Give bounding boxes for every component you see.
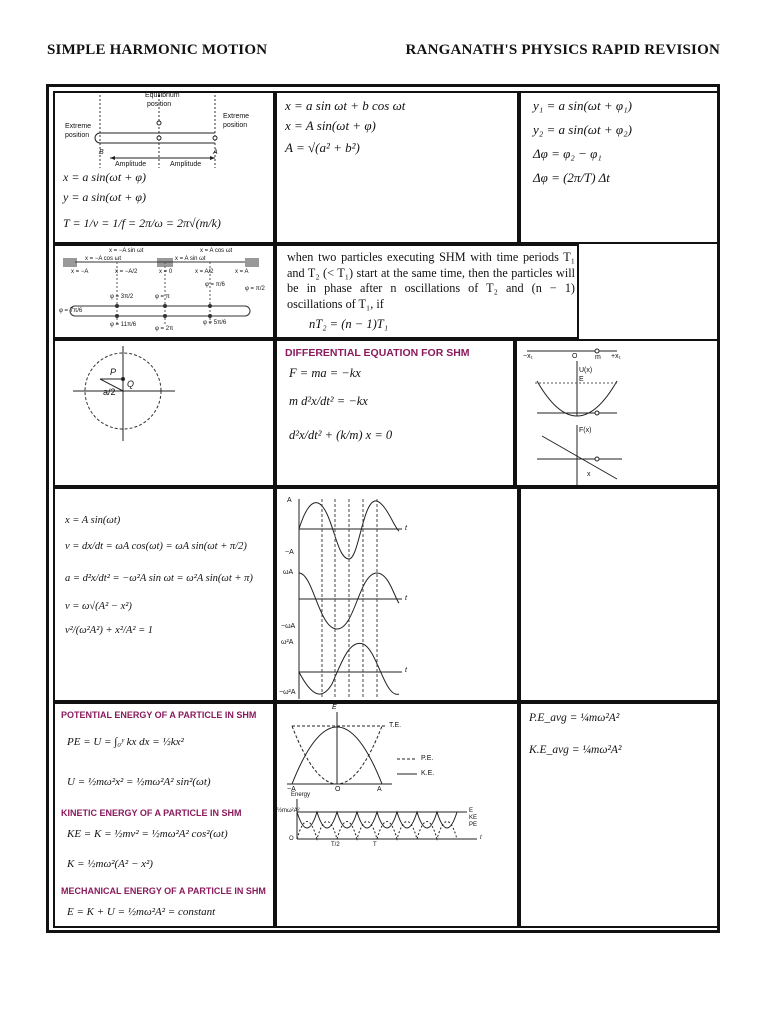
eq-displacement: x = A sin(ωt) (65, 515, 121, 526)
eq-acceleration: a = d²x/dt² = −ω²A sin ωt = ω²A sin(ωt + π) (65, 573, 253, 584)
eq-x-asin: x = a sin(ωt + φ) (63, 170, 146, 184)
energy-ke-legend: K.E. (421, 770, 435, 777)
cell-oscillation-diagram (53, 91, 275, 244)
phase-mid-left-label: x = −A cos ωt (85, 256, 122, 262)
cell-energy-graphs (275, 702, 519, 928)
eq-force: F = ma = −kx (289, 366, 361, 380)
energy-o-label: O (335, 786, 341, 793)
eq-mechanical-energy: E = K + U = ½mω²A² = constant (67, 906, 216, 918)
header-title-left: SIMPLE HARMONIC MOTION (47, 42, 268, 58)
eq-velocity-x: v = ω√(A² − x²) (65, 601, 132, 612)
cell-in-phase-condition (275, 244, 579, 339)
heading-mechanical-energy: MECHANICAL ENERGY OF A PARTICLE IN SHM (61, 886, 266, 896)
cell-average-energy (519, 702, 719, 928)
eq-y1: y₁ = a sin(ωt + φ₁) (533, 98, 632, 113)
heading-kinetic-energy: KINETIC ENERGY OF A PARTICLE IN SHM (61, 808, 242, 818)
wave-negwA-label: −ωA (281, 623, 296, 630)
graph-fx-label: F(x) (579, 427, 592, 434)
phase-top-left-label: x = −A sin ωt (109, 248, 144, 254)
eq-y-asin: y = a sin(ωt + φ) (63, 190, 146, 204)
cell-waveforms (275, 487, 519, 702)
wave-t1-label: t (405, 525, 407, 532)
energy2-t-label: T (373, 842, 377, 848)
phase-label-3: φ = 2π (155, 326, 174, 332)
graph-pos-x1: +x₁ (611, 353, 621, 360)
eq-newton-second: m d²x/dt² = −kx (289, 394, 368, 408)
cell-reference-circle (53, 339, 275, 487)
cell-superposition (275, 91, 519, 244)
eq-in-phase: nT₂ = (n − 1)T₁ (309, 317, 389, 331)
waveform-figure (277, 489, 519, 702)
energy2-ymax-label: ½mω²A² (277, 808, 300, 814)
wave-A-label: A (287, 497, 292, 504)
in-phase-paragraph: when two particles executing SHM with time periods T₁ and T₂ (< T₁) start at the same time, then the particles will be in phase after n oscillations of T₂ and (n − 1) oscillations of T₁, if (287, 250, 575, 311)
eq-ke-average: K.E_avg = ¼mω²A² (529, 744, 622, 756)
eq-delta-phi: Δφ = φ₂ − φ₁ (533, 146, 602, 161)
energy-figure (277, 704, 519, 928)
cell-potential-force-graph (515, 339, 719, 487)
fig-amplitude-left: Amplitude (115, 161, 147, 168)
eq-velocity: v = dx/dt = ωA cos(ωt) = ωA sin(ωt + π/2) (65, 541, 247, 552)
eq-ellipse: v²/(ω²A²) + x²/A² = 1 (65, 625, 154, 636)
energy-pe-legend: P.E. (421, 755, 434, 762)
reference-circle-figure (55, 341, 275, 487)
potential-force-figure (517, 341, 719, 487)
wave-negw2A-label: −ω²A (279, 689, 296, 696)
phase-mid-right-label: x = A sin ωt (175, 256, 206, 262)
eq-pe-average: P.E_avg = ¼mω²A² (529, 712, 620, 724)
cell-empty-row4 (519, 487, 719, 702)
graph-o-label: O (572, 353, 578, 360)
cell-phase-diagram (53, 244, 275, 339)
energy2-time-label: t (480, 835, 482, 841)
graph-ux-label: U(x) (579, 367, 593, 374)
energy2-ke-label: KE (469, 815, 478, 821)
energy-e-label: E (332, 704, 337, 711)
fig-extreme-left: Extreme (65, 123, 92, 130)
graph-m-label: m (595, 354, 601, 361)
phase-x-0: x = 0 (159, 269, 173, 275)
wave-negA-label: −A (285, 549, 294, 556)
content-frame (46, 84, 720, 933)
fig-position-right: position (223, 122, 248, 129)
circle-a2-label: a/2 (103, 387, 116, 397)
energy2-axis-label: Energy (291, 792, 311, 798)
cell-energy-formulas (53, 702, 275, 928)
energy2-pe-label: PE (469, 822, 478, 828)
phase-label-1: φ = 3π/2 (110, 294, 134, 300)
fig-position-label: position (147, 101, 172, 108)
graph-neg-x1: −x₁ (523, 353, 533, 360)
eq-pe-time: U = ½mω²x² = ½mω²A² sin²(ωt) (67, 776, 211, 788)
fig-b-label: B (99, 149, 104, 156)
energy-A-label: A (377, 786, 382, 793)
eq-amplitude: A = √(a² + b²) (285, 140, 360, 155)
heading-differential-equation: DIFFERENTIAL EQUATION FOR SHM (285, 347, 470, 359)
phase-x-plus-A: x = A (235, 269, 249, 275)
eq-ke-x: K = ½mω²(A² − x²) (67, 858, 153, 870)
eq-y2: y₂ = a sin(ωt + φ₂) (533, 122, 632, 137)
wave-wA-label: ωA (283, 569, 294, 576)
fig-position-left: position (65, 132, 90, 139)
eq-pe-integral: PE = U = ∫₀ʸ kx dx = ½kx² (67, 736, 184, 748)
eq-ke-time: KE = K = ½mv² = ½mω²A² cos²(ωt) (67, 828, 228, 840)
phase-label-4: φ = π (155, 294, 170, 300)
energy-te-label: T.E. (389, 722, 402, 729)
phase-label-0: φ = 7π/6 (59, 308, 83, 314)
eq-x-asin-bcos: x = a sin ωt + b cos ωt (285, 98, 406, 113)
heading-potential-energy: POTENTIAL ENERGY OF A PARTICLE IN SHM (61, 710, 257, 720)
phase-x-minus-A2: x = −A/2 (115, 269, 138, 275)
energy2-o-label: O (289, 836, 294, 842)
cell-phase-difference (519, 91, 719, 244)
phase-label-7: φ = π/6 (205, 282, 225, 288)
phase-label-2: φ = 11π/6 (110, 322, 137, 328)
wave-t2-label: t (405, 595, 407, 602)
cell-differential-equation (275, 339, 515, 487)
wave-w2A-label: ω²A (281, 639, 294, 646)
circle-q-label: Q (127, 379, 135, 389)
graph-x-label: x (587, 471, 591, 478)
header-title-right: RANGANATH'S PHYSICS RAPID REVISION (405, 42, 720, 58)
graph-e-label: E (579, 376, 584, 383)
eq-delta-phi-time: Δφ = (2π/T) Δt (533, 170, 610, 185)
fig-a-label: A (213, 149, 218, 156)
eq-period: T = 1/ν = 1/f = 2π/ω = 2π√(m/k) (63, 216, 221, 230)
fig-extreme-right: Extreme (223, 113, 250, 120)
energy-negA-label: −A (287, 786, 296, 793)
eq-x-Asin-phi: x = A sin(ωt + φ) (285, 118, 376, 133)
phase-label-5: φ = 5π/6 (203, 320, 227, 326)
energy2-t2-label: T/2 (331, 842, 340, 848)
phase-top-right-label: x = A cos ωt (200, 248, 233, 254)
phase-x-minus-A: x = −A (71, 269, 89, 275)
fig-amplitude-right: Amplitude (170, 161, 202, 168)
eq-shm-differential: d²x/dt² + (k/m) x = 0 (289, 428, 393, 442)
fig-equilibrium-label: Equilibrium (145, 92, 180, 99)
circle-p-label: P (110, 367, 117, 377)
cell-kinematics (53, 487, 275, 702)
energy2-e-label: E (469, 808, 474, 814)
phase-x-plus-A2: x = A/2 (195, 269, 214, 275)
wave-t3-label: t (405, 667, 407, 674)
phase-label-6: φ = π/2 (245, 286, 265, 292)
